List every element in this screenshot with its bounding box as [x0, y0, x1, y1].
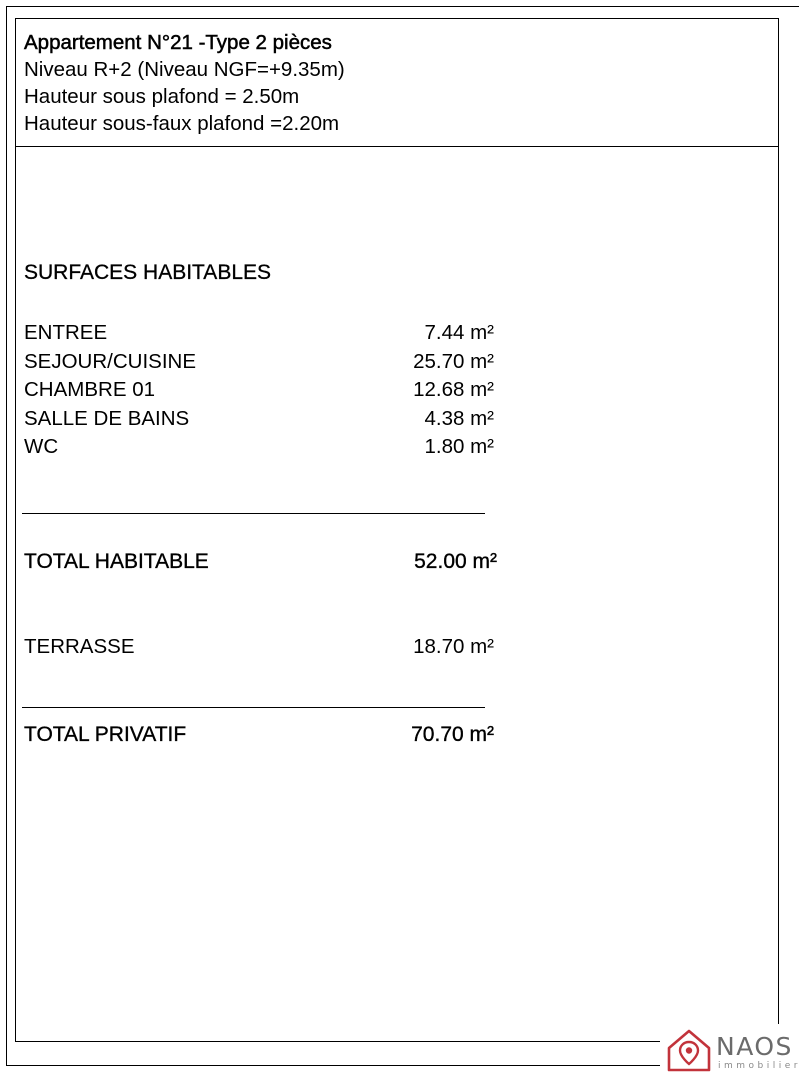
total-habitable-area: 52.00 m² [414, 550, 497, 573]
divider-rule [22, 707, 485, 708]
ceiling-height: Hauteur sous plafond = 2.50m [24, 85, 300, 108]
room-name: CHAMBRE 01 [24, 378, 156, 401]
terrasse-area: 18.70 m² [413, 635, 494, 658]
apartment-title: Appartement N°21 -Type 2 pièces [24, 31, 332, 54]
room-area: 7.44 m² [424, 321, 494, 344]
naos-logo [660, 1024, 802, 1076]
apartment-header [24, 29, 345, 137]
total-privatif-area: 70.70 m² [411, 723, 494, 746]
document-frame [15, 18, 779, 1042]
divider-rule [22, 513, 485, 514]
room-name: SALLE DE BAINS [24, 406, 190, 430]
section-heading: SURFACES HABITABLES [24, 261, 272, 284]
house-pin-icon [664, 1026, 714, 1074]
room-row [24, 319, 494, 348]
apartment-level: Niveau R+2 (Niveau NGF=+9.35m) [24, 58, 345, 81]
room-row [24, 376, 494, 405]
total-privatif-label: TOTAL PRIVATIF [24, 723, 187, 746]
room-row [24, 433, 494, 462]
terrasse-row [24, 633, 494, 661]
room-name: ENTREE [24, 321, 108, 344]
logo-brand: NAOS [716, 1032, 793, 1061]
total-habitable-row [24, 548, 497, 576]
terrasse-label: TERRASSE [24, 635, 135, 658]
total-habitable-label: TOTAL HABITABLE [24, 550, 209, 573]
room-list [24, 319, 494, 462]
room-row [24, 405, 494, 434]
room-name: WC [24, 435, 59, 458]
room-area: 12.68 m² [413, 378, 494, 401]
room-area: 4.38 m² [424, 406, 494, 430]
room-name: SEJOUR/CUISINE [24, 349, 196, 373]
room-area: 1.80 m² [424, 435, 494, 458]
room-area: 25.70 m² [413, 349, 494, 373]
room-row [24, 348, 494, 377]
header-divider [16, 146, 778, 147]
total-privatif-row [24, 721, 494, 749]
false-ceiling-height: Hauteur sous-faux plafond =2.20m [24, 112, 340, 135]
logo-tagline: immobilier [718, 1061, 801, 1071]
